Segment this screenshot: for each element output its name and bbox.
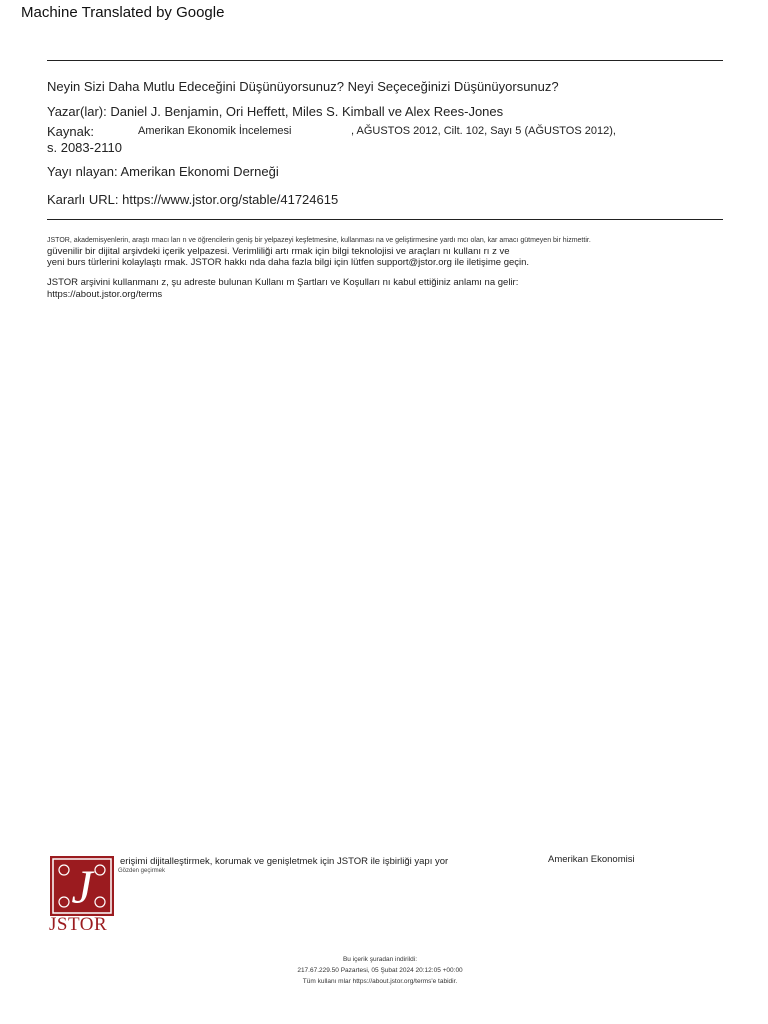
partner-name: Amerikan Ekonomisi — [548, 854, 635, 865]
footer-ip-timestamp: 217.67.229.50 Pazartesi, 05 Şubat 2024 20:12:05 +00:00 — [297, 967, 463, 974]
collaboration-text: erişimi dijitalleştirmek, korumak ve genişletmek için JSTOR ile işbirliği yapı yor — [120, 856, 449, 867]
publisher: Yayı nlayan: Amerikan Ekonomi Derneği — [47, 164, 279, 179]
source-label: Kaynak: — [47, 124, 94, 139]
stable-url-link[interactable]: Kararlı URL: https://www.jstor.org/stable/41724615 — [47, 192, 339, 207]
source-journal: Amerikan Ekonomik İncelemesi — [138, 125, 292, 137]
jstor-wordmark: JSTOR — [49, 914, 108, 935]
bottom-divider — [47, 219, 723, 220]
svg-text:J: J — [71, 861, 93, 914]
footer-downloaded-from: Bu içerik şuradan indirildi: — [342, 956, 418, 963]
machine-translation-banner: Machine Translated by Google — [21, 4, 225, 21]
collaboration-subtext: Gözden geçirmek — [118, 868, 166, 874]
source-pages: s. 2083-2110 — [47, 140, 122, 155]
article-authors: Yazar(lar): Daniel J. Benjamin, Ori Heffett, Miles S. Kimball ve Alex Rees-Jones — [47, 104, 504, 119]
jstor-logo-icon — [50, 856, 114, 916]
disclaimer-line-3: yeni burs türlerini kolaylaştı rmak. JSTOR hakkı nda daha fazla bilgi için lütfen support@jstor.org ile iletişime geçin. — [47, 257, 530, 268]
terms-link[interactable]: https://about.jstor.org/terms — [47, 289, 163, 300]
top-divider — [47, 60, 723, 61]
footer-terms: Tüm kullanı mlar https://about.jstor.org/terms'e tabidir. — [302, 978, 458, 985]
source-details: , AĞUSTOS 2012, Cilt. 102, Sayı 5 (AĞUSTOS 2012), — [351, 125, 616, 137]
disclaimer-line-1: JSTOR, akademisyenlerin, araştı rmacı ları n ve öğrencilerin geniş bir yelpazeyi keşfetmesine, kullanması na ve geliştirmesine yardı mcı olan, kar amacı gütmeyen bir hizmettir. — [47, 237, 591, 244]
article-title: Neyin Sizi Daha Mutlu Edeceğini Düşünüyorsunuz? Neyi Seçeceğinizi Düşünüyorsunuz? — [47, 79, 559, 94]
terms-line: JSTOR arşivini kullanmanı z, şu adreste bulunan Kullanı m Şartları ve Koşulları nı kabul ettiğiniz anlamı na gelir: — [47, 277, 519, 288]
disclaimer-line-2: güvenilir bir dijital arşivdeki içerik yelpazesi. Verimliliği artı rmak için bilgi teknolojisi ve araçları nı kullanı rı z ve — [47, 246, 510, 257]
